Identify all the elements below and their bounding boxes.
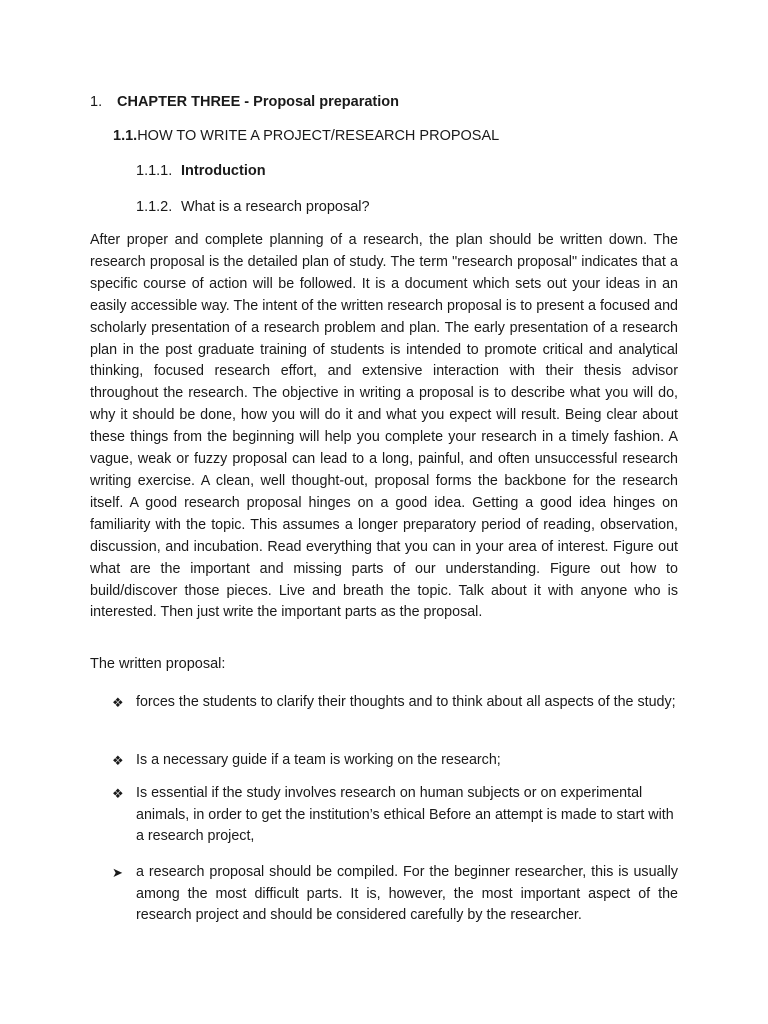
arrowhead-bullet-icon: ➤ (112, 865, 123, 880)
section-heading (113, 128, 499, 144)
list-item-text: Is essential if the study involves research on human subjects or on experimental animals, in order to get the institution’s ethical Before an attempt is made to start with a research project, (136, 785, 674, 845)
chapter-number: 1. (90, 94, 103, 110)
body-paragraph: After proper and complete planning of a research, the plan should be written down. The research proposal is the detailed plan of study. The term "research proposal" indicates that a specific course of action will be followed. It is a document which sets out your ideas in an easily accessible way. The intent of the written research proposal is to present a focused and scholarly presentation of a research problem and plan. The early presentation of a research plan in the post graduate training of students is intended to promote critical and analytical thinking, focused research effort, and extensive interaction with their thesis advisor throughout the research. The objective in writing a proposal is to describe what you will do, why it should be done, how you will do it and what you expect will result. Being clear about these things from the beginning will help you complete your research in a timely fashion. A vague, weak or fuzzy proposal can lead to a long, painful, and often unsuccessful research writing exercise. A clean, well thought-out, proposal forms the backbone for the research itself. A good research proposal hinges on a good idea. Getting a good idea hinges on familiarity with the topic. This assumes a longer preparatory period of reading, observation, discussion, and incubation. Read everything that you can in your area of interest. Figure out what are the important and missing parts of our understanding. Figure out how to build/discover those pieces. Live and breath the topic. Talk about it with anyone who is interested. Then just write the important parts as the proposal. (90, 232, 678, 621)
list-lead: The written proposal: (90, 656, 226, 672)
list-item (112, 692, 678, 714)
subsection-number: 1.1.1. (136, 163, 173, 179)
list-item-text: Is a necessary guide if a team is working on the research; (136, 752, 501, 768)
subsection-title: What is a research proposal? (181, 199, 370, 215)
list-item (112, 750, 678, 772)
list-item-text: a research proposal should be compiled. For the beginner researcher, this is usually among the most difficult parts. It is, however, the most important aspect of the research project and should be considered carefully by the researcher. (136, 864, 678, 924)
diamond-bullet-icon: ❖ (112, 695, 124, 710)
section-title: HOW TO WRITE A PROJECT/RESEARCH PROPOSAL (137, 128, 500, 144)
list-item (112, 783, 678, 848)
subsection-title: Introduction (181, 163, 266, 179)
list-item (112, 862, 678, 927)
list-item-text: forces the students to clarify their thoughts and to think about all aspects of the study; (136, 694, 676, 710)
chapter-heading (90, 94, 399, 110)
chapter-title: CHAPTER THREE - Proposal preparation (117, 94, 399, 110)
subsection-number: 1.1.2. (136, 199, 173, 215)
diamond-bullet-icon: ❖ (112, 786, 124, 801)
subsection-heading-introduction (136, 163, 266, 179)
diamond-bullet-icon: ❖ (112, 753, 124, 768)
section-number: 1.1. (113, 128, 138, 144)
subsection-heading-what-is (136, 199, 370, 215)
